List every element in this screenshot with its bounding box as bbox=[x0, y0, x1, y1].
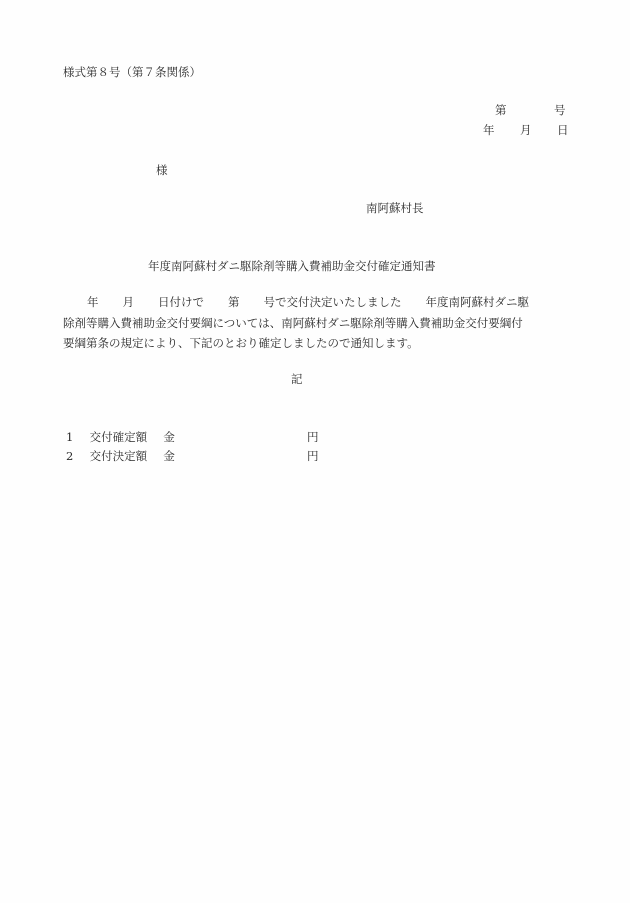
item-label: 交付決定額 bbox=[89, 449, 148, 463]
sender-name: 南阿蘇村長 bbox=[366, 201, 424, 215]
date-day-label: 日 bbox=[557, 123, 569, 137]
body-fiscal-year-text: 年度南阿蘇村ダニ駆 bbox=[425, 295, 529, 309]
item-currency-prefix: 金 bbox=[163, 430, 175, 444]
body-month: 月 bbox=[122, 295, 134, 309]
issue-number-prefix: 第 bbox=[495, 103, 507, 117]
body-paragraph bbox=[63, 295, 543, 357]
body-decision-text: 号で交付決定いたしました bbox=[263, 295, 402, 309]
document-title: 年度南阿蘇村ダニ駆除剤等購入費補助金交付確定通知書 bbox=[148, 259, 436, 273]
date-month-label: 月 bbox=[520, 123, 532, 137]
ki-heading: 記 bbox=[291, 372, 303, 386]
item-number: 1 bbox=[66, 430, 74, 444]
body-line-1 bbox=[63, 295, 543, 316]
body-year: 年 bbox=[87, 295, 99, 309]
amount-item bbox=[66, 449, 318, 463]
item-number: 2 bbox=[66, 449, 74, 463]
item-label: 交付確定額 bbox=[89, 430, 148, 444]
body-number-prefix: 第 bbox=[228, 295, 240, 309]
item-unit: 円 bbox=[306, 449, 319, 463]
body-line-2: 除剤等購入費補助金交付要綱については、南阿蘇村ダニ駆除剤等購入費補助金交付要綱付 bbox=[63, 315, 523, 330]
date-year-label: 年 bbox=[483, 123, 495, 137]
amount-item bbox=[66, 430, 318, 444]
issue-number-suffix: 号 bbox=[554, 103, 566, 117]
item-currency-prefix: 金 bbox=[163, 449, 175, 463]
body-day-suffix: 日付けで bbox=[158, 295, 204, 309]
addressee-honorific: 様 bbox=[156, 163, 168, 177]
body-line-3: 要綱第条の規定により、下記のとおり確定しましたので通知します。 bbox=[63, 336, 419, 350]
item-unit: 円 bbox=[306, 430, 319, 444]
form-number: 様式第８号（第７条関係） bbox=[63, 65, 201, 79]
